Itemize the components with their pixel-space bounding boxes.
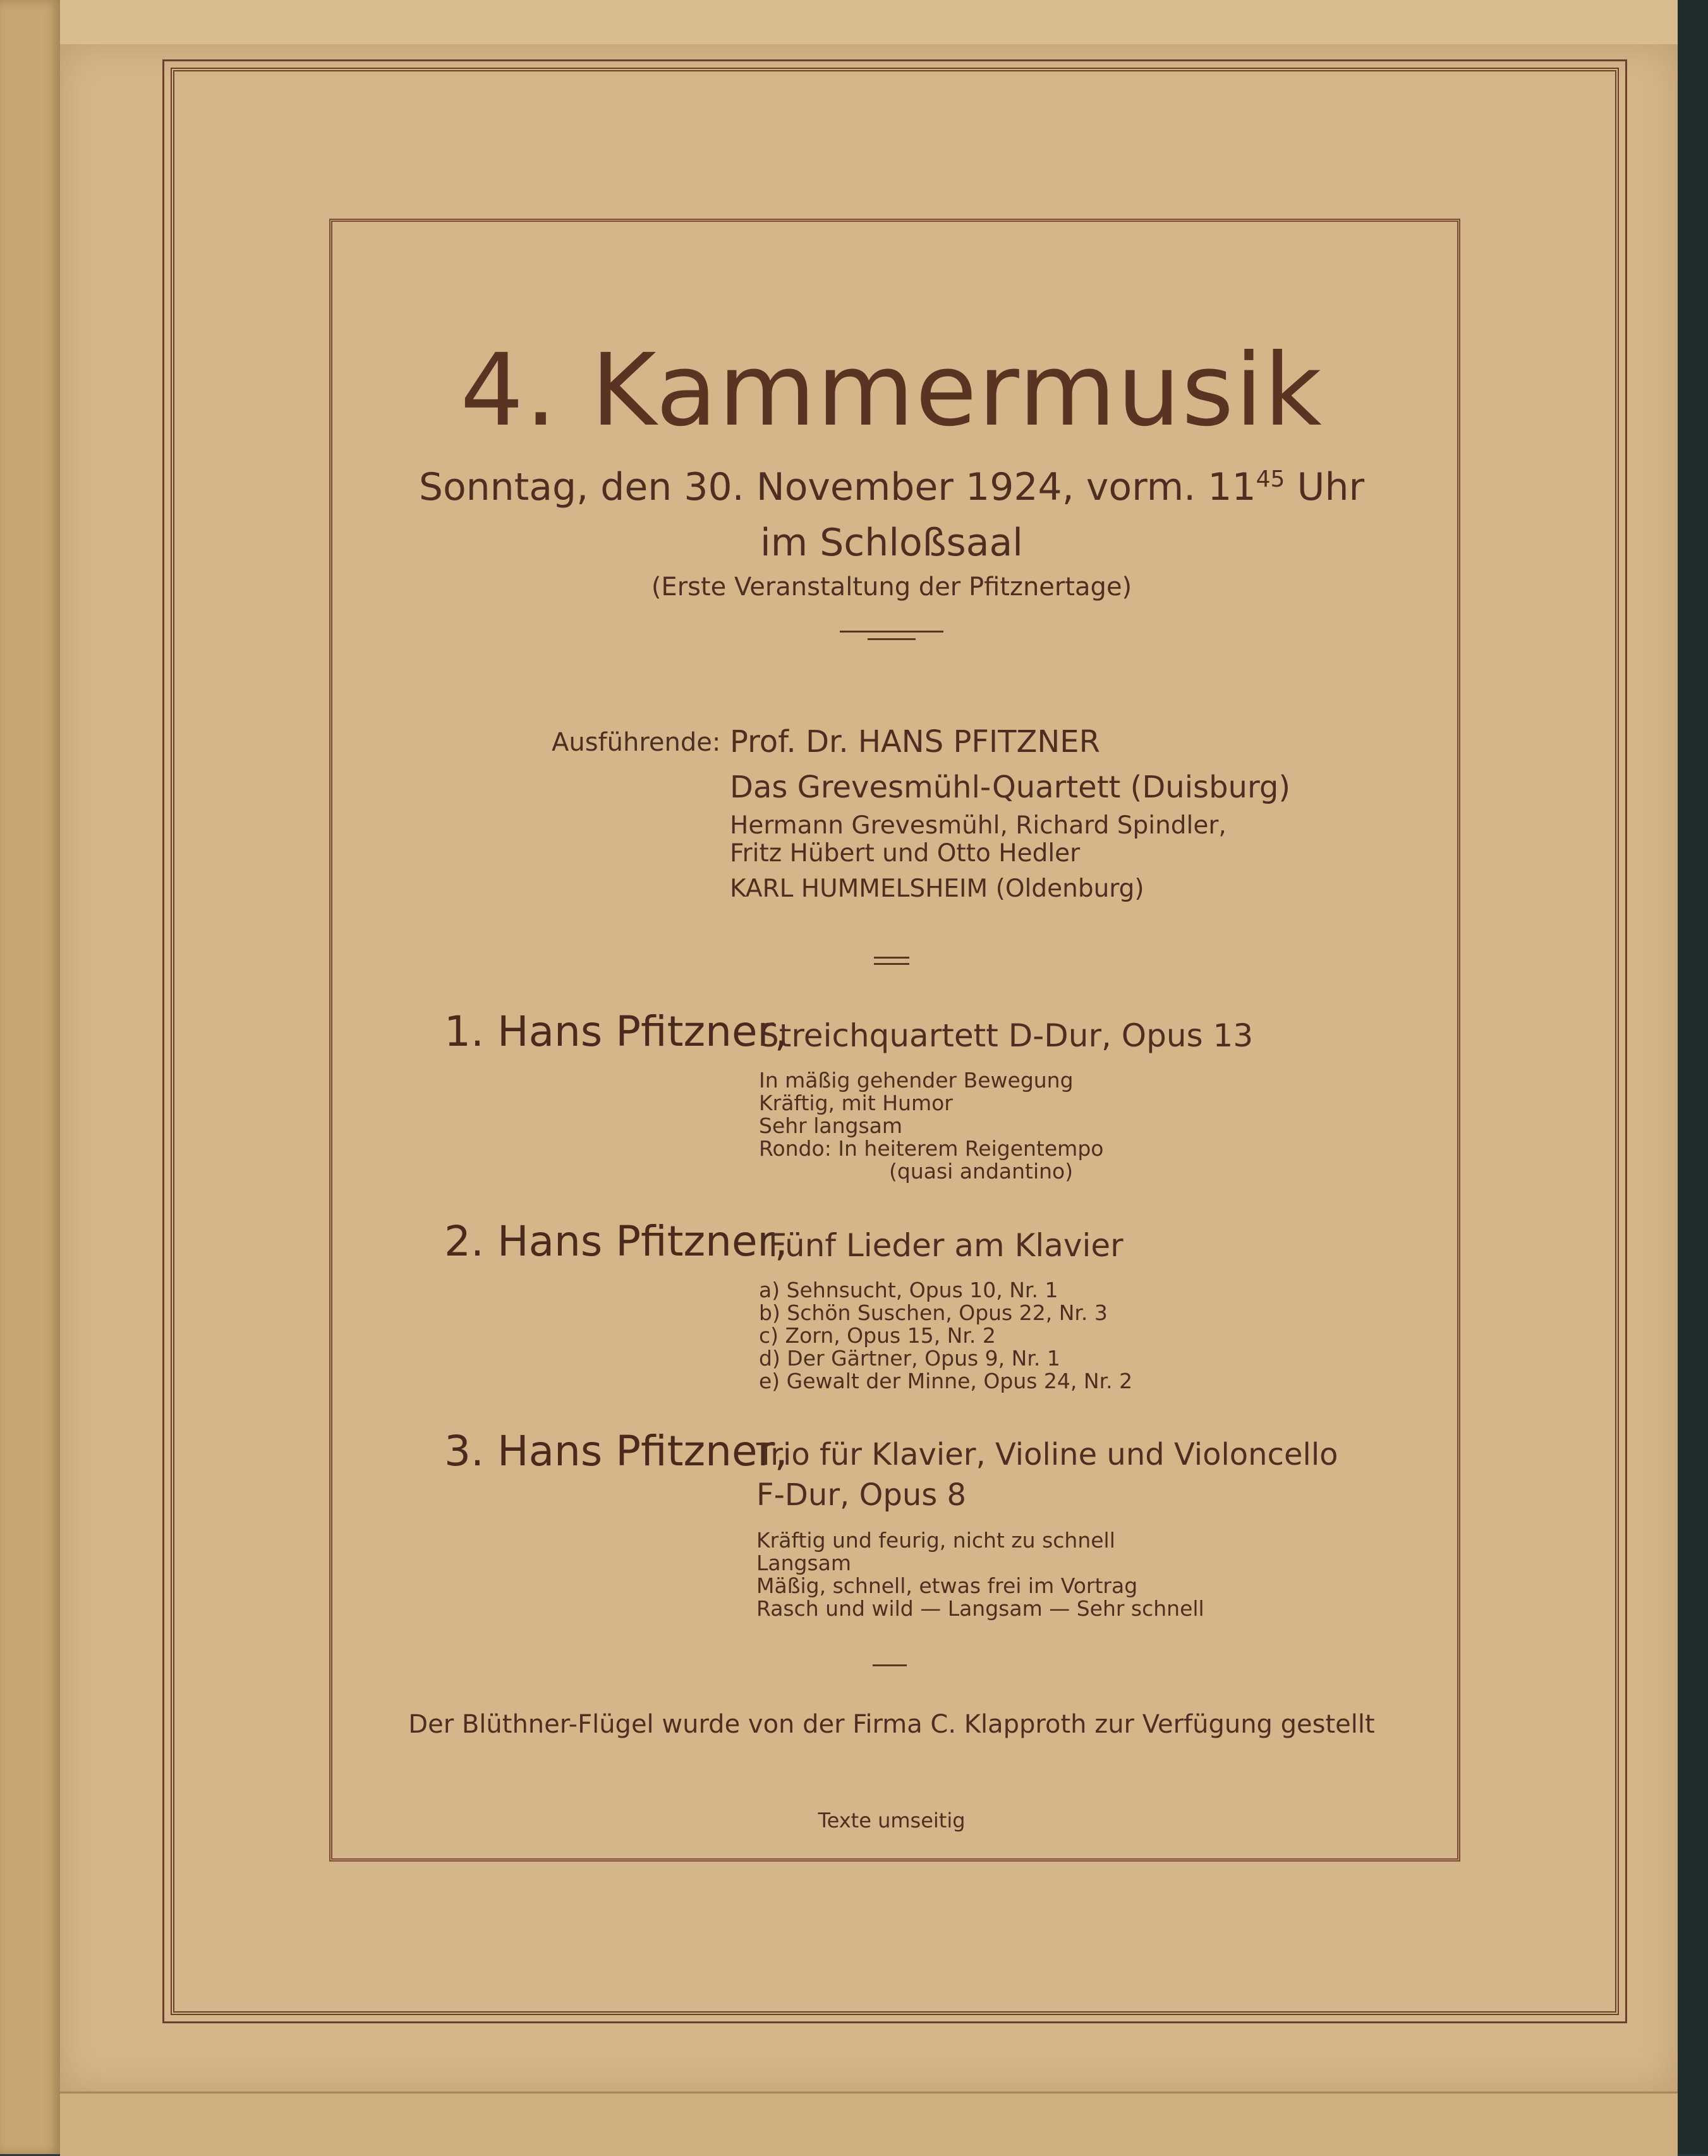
event-subtitle: (Erste Veranstaltung der Pfitznertage) (651, 572, 1132, 602)
performers-label: Ausführende: (552, 728, 721, 757)
performer-line: Fritz Hübert und Otto Hedler (730, 839, 1081, 868)
divider-rule (840, 631, 943, 633)
date-text: Sonntag, den 30. November 1924, vorm. 11 (418, 465, 1256, 509)
piece-title-line2: F-Dur, Opus 8 (756, 1477, 967, 1513)
divider-rule (873, 1664, 907, 1666)
movement: Langsam (756, 1551, 852, 1575)
program-content (329, 219, 1454, 1855)
piece-heading: 1. Hans Pfitzner, (444, 1007, 788, 1056)
piece-title: Trio für Klavier, Violine und Violoncello (756, 1437, 1338, 1472)
piece-heading: 3. Hans Pfitzner, (444, 1427, 788, 1475)
divider-rule (868, 638, 916, 640)
performer-line: KARL HUMMELSHEIM (Oldenburg) (730, 875, 1144, 903)
piece-heading: 2. Hans Pfitzner, (444, 1217, 788, 1266)
movement: In mäßig gehender Bewegung (759, 1068, 1074, 1093)
movement: (quasi andantino) (889, 1159, 1074, 1184)
program-title: 4. Kammermusik (460, 332, 1323, 449)
movement: Sehr langsam (759, 1113, 903, 1138)
movement: Rondo: In heiterem Reigentempo (759, 1136, 1104, 1161)
background-edge (1678, 0, 1708, 2154)
song: c) Zorn, Opus 15, Nr. 2 (759, 1323, 996, 1348)
performer-line: Hermann Grevesmühl, Richard Spindler, (730, 811, 1226, 840)
left-page-edge (0, 0, 62, 2154)
piece-title: Streichquartett D-Dur, Opus 13 (759, 1017, 1254, 1054)
performer-line: Das Grevesmühl-Quartett (Duisburg) (730, 770, 1291, 805)
performer-line: Prof. Dr. HANS PFITZNER (730, 724, 1100, 760)
song: a) Sehnsucht, Opus 10, Nr. 1 (759, 1278, 1058, 1302)
piano-credit: Der Blüthner-Flügel wurde von der Firma C. Klapproth zur Verfügung gestellt (408, 1710, 1375, 1739)
bottom-page-edge (60, 2092, 1678, 2156)
top-page-edge (60, 0, 1678, 46)
movement: Mäßig, schnell, etwas frei im Vortrag (756, 1573, 1138, 1598)
divider-rule (874, 957, 909, 959)
movement: Rasch und wild — Langsam — Sehr schnell (756, 1596, 1204, 1621)
song: e) Gewalt der Minne, Opus 24, Nr. 2 (759, 1369, 1133, 1393)
movement: Kräftig, mit Humor (759, 1091, 953, 1115)
piece-title: Fünf Lieder am Klavier (768, 1227, 1124, 1264)
concert-date (329, 465, 1454, 509)
texts-overleaf-note: Texte umseitig (818, 1808, 966, 1832)
time-superscript: 45 (1256, 466, 1285, 492)
song: b) Schön Suschen, Opus 22, Nr. 3 (759, 1300, 1108, 1325)
song: d) Der Gärtner, Opus 9, Nr. 1 (759, 1346, 1060, 1371)
venue: im Schloßsaal (760, 521, 1023, 565)
divider-rule (874, 963, 909, 965)
movement: Kräftig und feurig, nicht zu schnell (756, 1528, 1115, 1553)
time-suffix: Uhr (1285, 465, 1365, 509)
